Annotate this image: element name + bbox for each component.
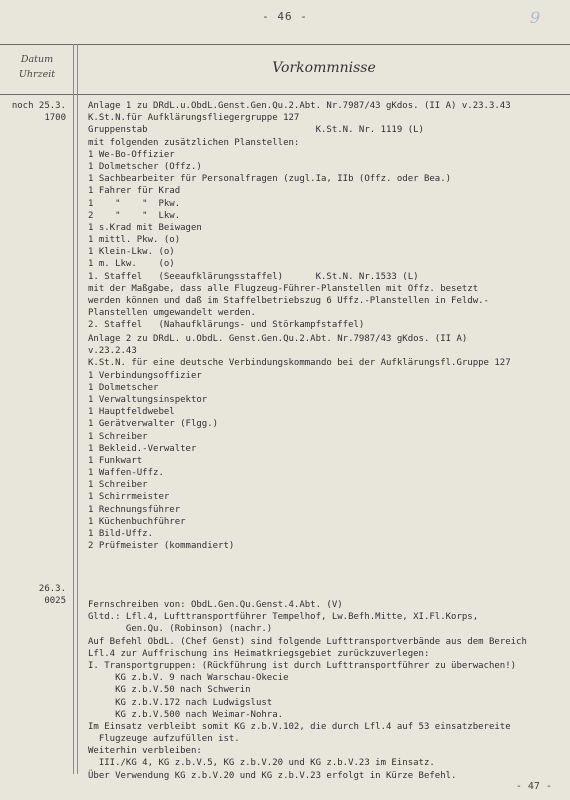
text-line: 1 Bekleid.-Verwalter <box>88 443 197 454</box>
column-divider-right <box>77 44 78 774</box>
entry1-text-block <box>88 100 570 332</box>
text-line: Fernschreiben von: ObdL.Gen.Qu.Genst.4.Abt. (V) <box>88 600 343 610</box>
text-line: 2 " " Lkw. <box>88 210 181 221</box>
text-line: KG z.b.V.50 nach Schwerin <box>88 685 251 696</box>
text-line: KG z.b.V.172 nach Ludwigslust <box>88 697 273 708</box>
time-header-label: Uhrzeit <box>18 69 56 80</box>
text-line: Auf Befehl ObdL. (Chef Genst) sind folgende Lufttransportverbände aus dem Bereich <box>88 636 527 647</box>
text-line: 1 Fahrer für Krad <box>88 186 181 197</box>
text-line: Flugzeuge aufzufüllen ist. <box>88 734 240 745</box>
text-line: 1 Hauptfeldwebel <box>88 407 175 418</box>
text-line: 1 Gerätverwalter (Flgg.) <box>88 419 219 430</box>
events-column-header: Vorkommnisse <box>272 60 376 76</box>
text-line: v.23.2.43 <box>88 346 137 357</box>
text-line: 1 Bild-Uffz. <box>88 529 154 539</box>
column-divider-left <box>73 44 74 774</box>
text-line: K.St.N. für eine deutsche Verbindungskommando bei der Aufklärungsfl.Gruppe 127 <box>88 358 511 369</box>
handwritten-corner-mark: 9 <box>530 8 541 27</box>
header-bottom-rule <box>0 94 570 95</box>
text-line: Anlage 1 zu DRdL.u.ObdL.Genst.Gen.Qu.2.Abt. Nr.7987/43 gKdos. (II A) v.23.3.43 <box>88 101 511 111</box>
text-line: K.St.N.für Aufklärungsfliegergruppe 127 <box>88 113 300 124</box>
entry1-datetime <box>6 100 66 124</box>
text-line: 1 Verbindungsoffizier <box>88 370 202 381</box>
date-header-label: Datum <box>20 54 54 65</box>
text-line: Weiterhin verbleiben: <box>88 746 202 757</box>
entry3-date: 26.3. <box>38 584 66 594</box>
text-line: 1 We-Bo-Offizier <box>88 149 175 160</box>
text-line: Anlage 2 zu DRdL. u.ObdL. Genst.Gen.Qu.2.Abt. Nr.7987/43 gKdos. (II A) <box>88 334 468 344</box>
text-line: 1 Waffen-Uffz. <box>88 468 164 479</box>
text-line: 1 Schirrmeister <box>88 492 170 503</box>
text-line: 1 mittl. Pkw. (o) <box>88 235 181 246</box>
text-line: KG z.b.V. 9 nach Warschau-Okecie <box>88 673 289 684</box>
page-number-bottom: - 47 - <box>515 781 552 792</box>
text-line: 1 Rechnungsführer <box>88 504 181 515</box>
text-line: 1 m. Lkw. (o) <box>88 259 175 270</box>
text-line: Gruppenstab K.St.N. Nr. 1119 (L) <box>88 125 424 136</box>
text-line: 1 Funkwart <box>88 455 143 466</box>
text-line: werden können und daß im Staffelbetriebszug 6 Uffz.-Planstellen in Feldw.- <box>88 296 489 306</box>
entry1-date: noch 25.3. <box>11 101 66 111</box>
text-line: mit der Maßgabe, dass alle Flugzeug-Führer-Planstellen mit Offz. besetzt <box>88 283 479 294</box>
entry3-text-block <box>88 599 570 782</box>
text-line: 2 Prüfmeister (kommandiert) <box>88 541 235 552</box>
text-line: 1 Dolmetscher (Offz.) <box>88 161 202 172</box>
text-line: Im Einsatz verbleibt somit KG z.b.V.102, die durch Lfl.4 auf 53 einsatzbereite <box>88 721 511 732</box>
text-line: Gen.Qu. (Robinson) (nachr.) <box>88 624 273 635</box>
text-line: 2. Staffel (Nahaufklärungs- und Störkampfstaffel) <box>88 320 365 331</box>
entry2-text-block <box>88 333 570 552</box>
entry3-datetime <box>6 583 66 607</box>
text-line: III./KG 4, KG z.b.V.5, KG z.b.V.20 und KG z.b.V.23 im Einsatz. <box>88 758 435 769</box>
text-line: 1 s.Krad mit Beiwagen <box>88 222 202 233</box>
text-line: 1 Küchenbuchführer <box>88 516 186 527</box>
date-column-header <box>4 52 70 82</box>
text-line: 1 Verwaltungsinspektor <box>88 394 208 405</box>
header-top-rule <box>0 44 570 45</box>
page-number-top: - 46 - <box>262 10 308 23</box>
text-line: 1 Schreiber <box>88 480 148 491</box>
text-line: Gltd.: Lfl.4, Lufttransportführer Tempelhof, Lw.Befh.Mitte, XI.Fl.Korps, <box>88 612 479 623</box>
text-line: KG z.b.V.500 nach Weimar-Nohra. <box>88 709 284 720</box>
text-line: 1 Schreiber <box>88 431 148 442</box>
text-line: Lfl.4 zur Auffrischung ins Heimatkriegsgebiet zurückzuverlegen: <box>88 648 430 659</box>
text-line: Planstellen umgewandelt werden. <box>88 308 256 319</box>
text-line: mit folgenden zusätzlichen Planstellen: <box>88 137 300 148</box>
entry3-time: 0025 <box>44 596 66 607</box>
text-line: 1 Dolmetscher <box>88 382 159 393</box>
text-line: 1 " " Pkw. <box>88 198 181 209</box>
text-line: 1 Sachbearbeiter für Personalfragen (zugl.Ia, IIb (Offz. oder Bea.) <box>88 174 452 185</box>
entry1-time: 1700 <box>44 113 66 124</box>
text-line: Über Verwendung KG z.b.V.20 und KG z.b.V.23 erfolgt in Kürze Befehl. <box>88 770 457 781</box>
text-line: 1. Staffel (Seeaufklärungsstaffel) K.St.N. Nr.1533 (L) <box>88 271 419 282</box>
text-line: 1 Klein-Lkw. (o) <box>88 247 175 258</box>
text-line: I. Transportgruppen: (Rückführung ist durch Lufttransportführer zu überwachen!) <box>88 660 517 671</box>
